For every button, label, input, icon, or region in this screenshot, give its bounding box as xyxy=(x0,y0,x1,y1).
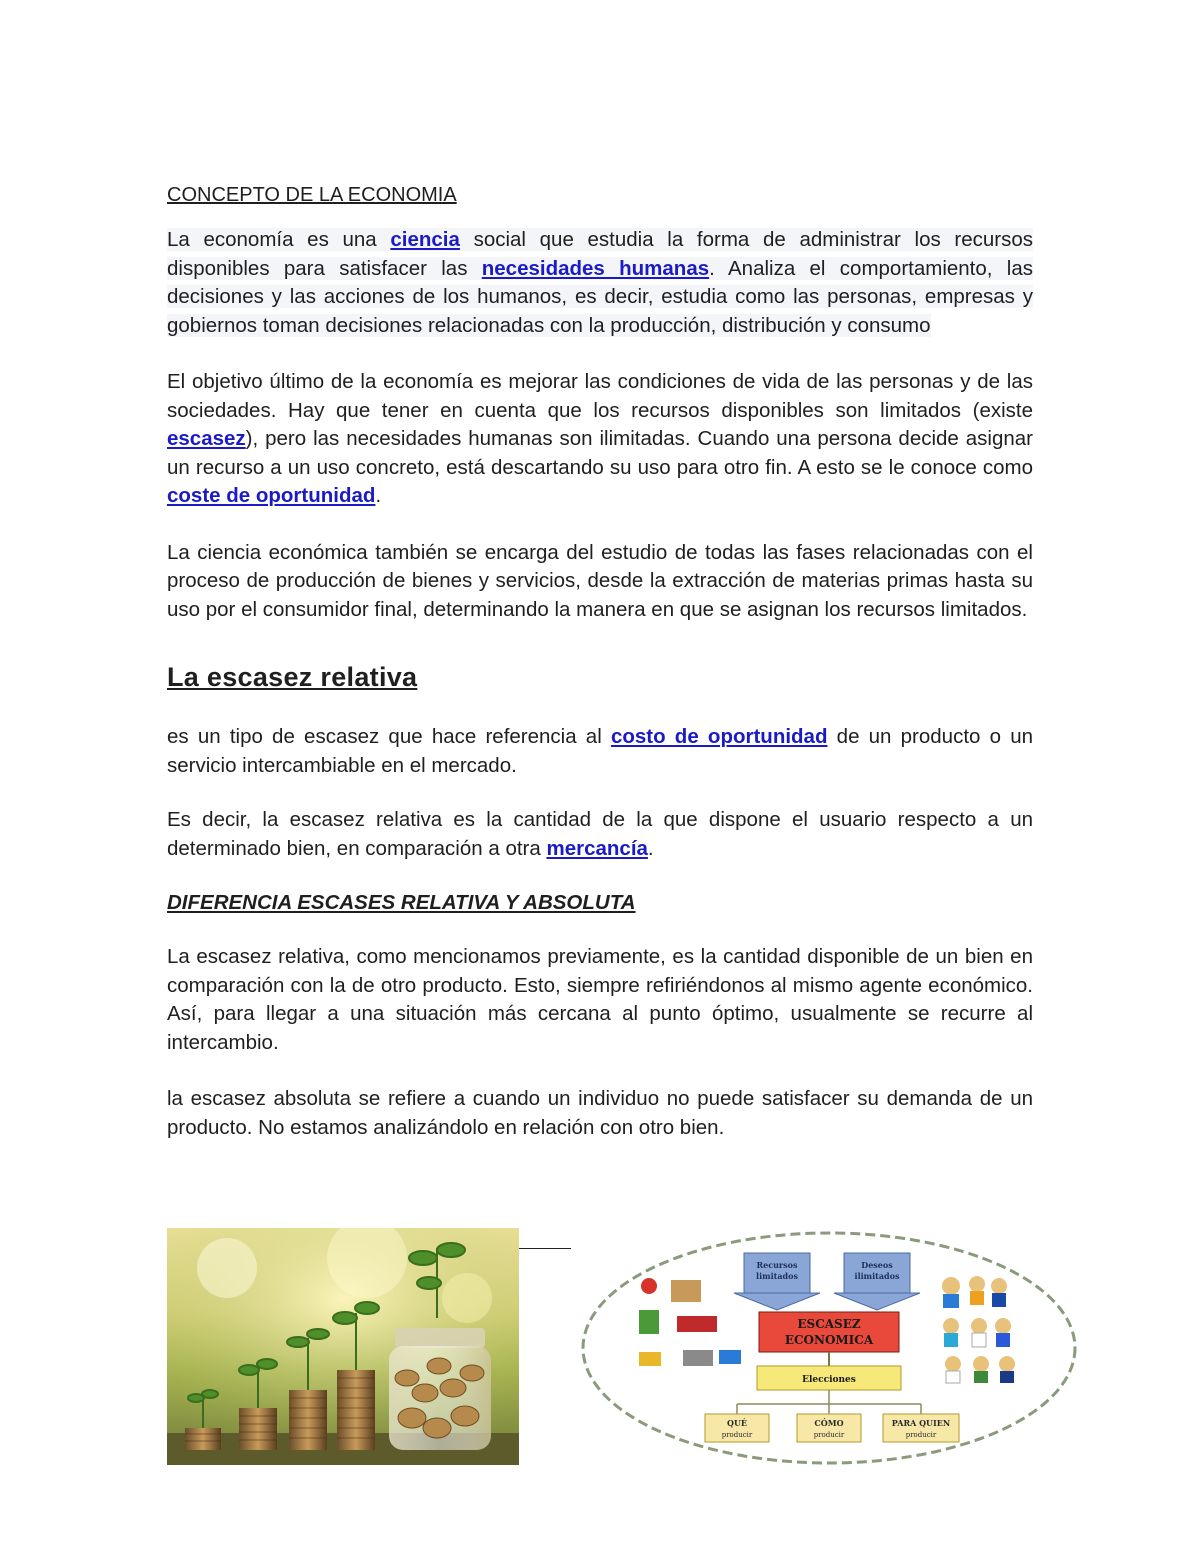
choice-box-como xyxy=(797,1414,861,1442)
link-ciencia[interactable]: ciencia xyxy=(390,228,460,251)
svg-text:producir: producir xyxy=(721,1431,753,1439)
paragraph-objetivo: El objetivo último de la economía es mejorar las condiciones de vida de las personas y de las sociedades. Hay que tener en cuenta que los recursos disponibles son limitados (existe escasez), pero las necesidades humanas son ilimitadas. Cuando una persona decide asignar un recurso a un uso concreto, está descartando su uso para otro fin. A esto se le conoce como coste de oportunidad. xyxy=(167,370,1033,507)
choice-box-para-quien xyxy=(883,1414,959,1442)
coins-plants-photo xyxy=(167,1228,519,1465)
link-escasez[interactable]: escasez xyxy=(167,427,246,450)
center-line1: ESCASEZ xyxy=(797,1317,861,1331)
center-line2: ECONOMICA xyxy=(784,1333,874,1347)
svg-text:QUÉ: QUÉ xyxy=(726,1418,748,1428)
link-coste-de-oportunidad[interactable]: coste de oportunidad xyxy=(167,484,376,507)
svg-text:PARA QUIEN: PARA QUIEN xyxy=(891,1418,951,1428)
people-icons xyxy=(942,1276,1015,1383)
paragraph-definicion: La economía es una ciencia social que estudia la forma de administrar los recursos disponibles para satisfacer las necesidades humanas. Analiza el comportamiento, las decisiones y las acciones de los humanos, es decir, estudia como las personas, empresas y gobiernos toman decisiones relacionadas con la producción, distribución y consumo xyxy=(167,228,1034,337)
elecciones-label: Elecciones xyxy=(802,1375,856,1385)
arrow-right-line1: Deseos xyxy=(861,1260,893,1270)
paragraph-fases: La ciencia económica también se encarga del estudio de todas las fases relacionadas con el proceso de producción de bienes y servicios, desde la extracción de materias primas hasta su uso por el consumidor final, determinando la manera en que se asignan los recursos limitados. xyxy=(167,540,1033,621)
elecciones-box xyxy=(757,1366,901,1390)
svg-text:producir: producir xyxy=(905,1431,937,1439)
paragraph-escasez-absoluta: la escasez absoluta se refiere a cuando un individuo no puede satisfacer su demanda de un producto. No estamos analizándolo en relación con otro bien. xyxy=(167,1087,1033,1139)
paragraph-escasez-relativa: La escasez relativa, como mencionamos previamente, es la cantidad disponible de un bien en comparación con la de otro producto. Esto, siempre refiriéndonos al mismo agente económico. Así, para llegar a una situación más cercana al punto óptimo, usualmente se recurre al intercambio. xyxy=(167,945,1033,1054)
svg-text:CÓMO: CÓMO xyxy=(814,1418,844,1428)
link-mercancia[interactable]: mercancía xyxy=(546,836,648,860)
arrow-left-line2: limitados xyxy=(756,1271,798,1281)
escasez-diagram xyxy=(579,1228,1079,1468)
link-necesidades-humanas[interactable]: necesidades humanas xyxy=(481,256,710,280)
section-title-escasez-relativa: La escasez relativa xyxy=(167,662,418,692)
arrow-left-line1: Recursos xyxy=(756,1260,798,1270)
choice-box-que xyxy=(705,1414,769,1442)
link-costo-de-oportunidad[interactable]: costo de oportunidad xyxy=(610,725,828,748)
paragraph-tipo-escasez: es un tipo de escasez que hace referencia al costo de oportunidad de un producto o un servicio intercambiable en el mercado. xyxy=(167,725,1033,777)
image-row xyxy=(167,1228,1067,1468)
document-page xyxy=(167,182,1033,1142)
paragraph-es-decir: Es decir, la escasez relativa es la cantidad de la que dispone el usuario respecto a un determinado bien, en comparación a otra mercancía. xyxy=(167,808,1033,860)
underline-rule xyxy=(519,1248,571,1249)
escasez-economica-box xyxy=(759,1312,899,1352)
arrow-right-line2: ilimitados xyxy=(854,1271,900,1281)
section-title-concepto: CONCEPTO DE LA ECONOMIA xyxy=(167,184,457,206)
svg-text:producir: producir xyxy=(813,1431,845,1439)
coins-plants-illustration xyxy=(167,1228,519,1465)
section-title-diferencia: DIFERENCIA ESCASES RELATIVA Y ABSOLUTA xyxy=(167,891,636,914)
